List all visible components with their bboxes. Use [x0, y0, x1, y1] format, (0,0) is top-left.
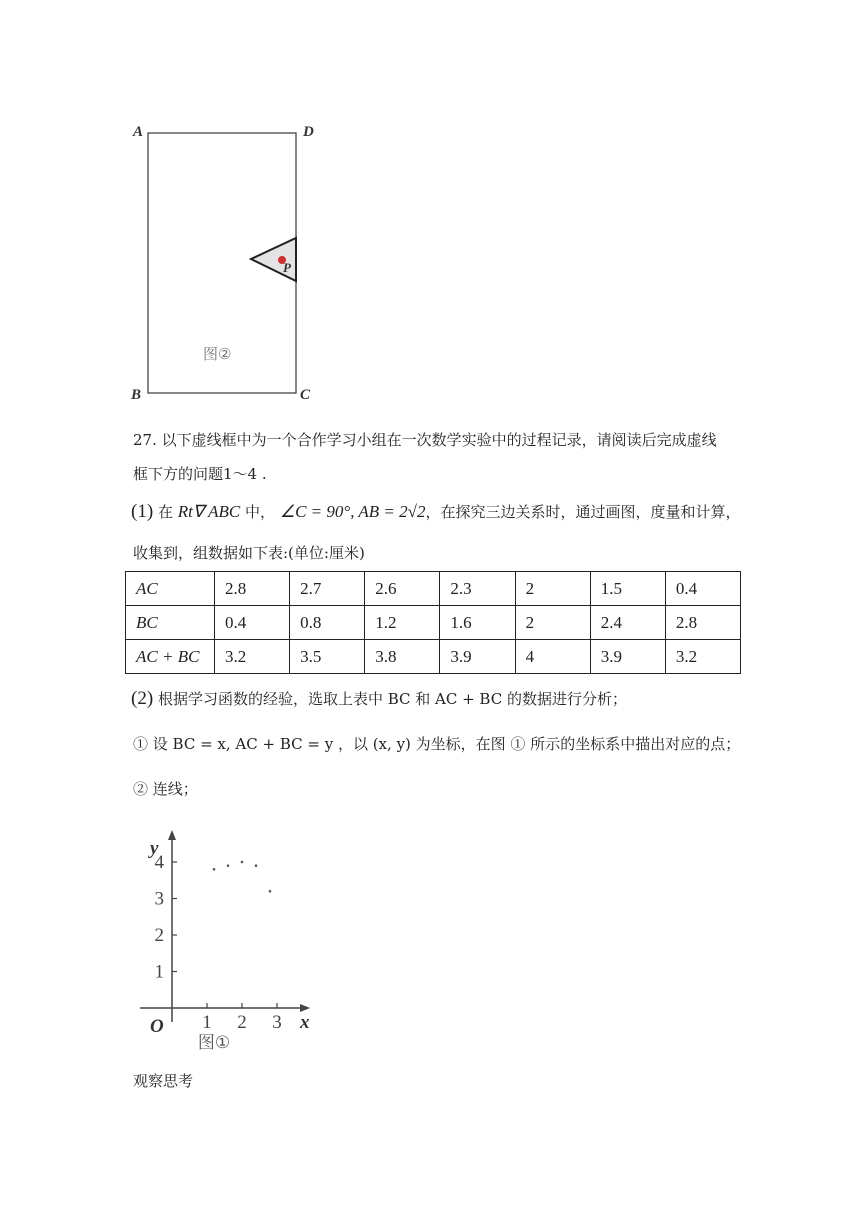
origin-label: O — [150, 1016, 164, 1037]
part1-text-c: ，在探究三边关系时，通过画图，度量和计算， — [425, 503, 741, 521]
x-axis-label: x — [300, 1012, 310, 1033]
observe-heading: 观察思考 — [133, 1072, 194, 1090]
x-tick-label: 3 — [272, 1012, 282, 1033]
data-point — [241, 861, 244, 864]
part2-step2: ② 连线； — [133, 780, 198, 798]
part1-condition: ∠C = 90°, AB = 2√2 — [279, 502, 426, 521]
rectangle-diagram — [0, 0, 865, 420]
vertex-label-b: B — [131, 387, 142, 403]
table-cell: 2.8 — [665, 606, 740, 640]
table-cell: 3.9 — [590, 640, 665, 674]
part1-marker: (1) — [131, 501, 154, 522]
part1-triangle: Rt∇ ABC — [177, 502, 241, 521]
table-row-header: AC — [126, 572, 215, 606]
plotted-points — [213, 861, 272, 893]
x-tick-label: 1 — [202, 1012, 212, 1033]
y-tick-label: 4 — [154, 852, 164, 873]
table-cell: 3.9 — [440, 640, 515, 674]
table-cell: 2 — [515, 572, 590, 606]
table-cell: 2.3 — [440, 572, 515, 606]
data-point — [269, 890, 272, 893]
part2-step1: ① 设 BC = x, AC + BC = y ，以 (x, y) 为坐标，在图 ① 所示的坐标系中描出对应的点； — [133, 735, 741, 753]
table-cell: 1.5 — [590, 572, 665, 606]
vertex-label-c: C — [300, 387, 311, 403]
part2-text: 根据学习函数的经验，选取上表中 BC 和 AC + BC 的数据进行分析； — [157, 690, 627, 708]
vertex-label-d: D — [303, 124, 314, 140]
y-tick-label: 3 — [154, 888, 164, 910]
table-row — [126, 606, 741, 640]
part1-line2: 收集到，组数据如下表:(单位:厘米) — [133, 544, 365, 562]
vertex-label-a: A — [133, 124, 144, 140]
part1-line1 — [131, 502, 740, 522]
point-label-p: P — [283, 260, 291, 275]
table-cell: 3.2 — [665, 640, 740, 674]
table-cell: 0.8 — [290, 606, 365, 640]
part2-line — [131, 689, 627, 709]
figure-2-caption: 图② — [203, 345, 232, 363]
problem-number: 27. — [133, 431, 157, 449]
table-cell: 0.4 — [665, 572, 740, 606]
table-row — [126, 572, 741, 606]
y-axis-arrow-icon — [168, 830, 176, 840]
part2-marker: (2) — [131, 688, 154, 709]
table-cell: 2.7 — [290, 572, 365, 606]
table-cell: 2.6 — [365, 572, 440, 606]
problem-intro-line1 — [133, 430, 717, 450]
table-cell: 1.2 — [365, 606, 440, 640]
table-cell: 2.8 — [215, 572, 290, 606]
y-axis-label: y — [150, 838, 159, 859]
axes — [140, 830, 310, 1022]
table-row-header: BC — [126, 606, 215, 640]
table-cell: 3.5 — [290, 640, 365, 674]
table-cell: 2.4 — [590, 606, 665, 640]
figure-1-coordinate-plot — [130, 822, 330, 1062]
table-cell: 2 — [515, 606, 590, 640]
part1-text-b: 中， — [245, 503, 276, 521]
tick-marks — [155, 852, 282, 1033]
y-tick-label: 1 — [154, 961, 164, 983]
table-cell: 1.6 — [440, 606, 515, 640]
data-table — [125, 571, 741, 674]
data-point — [255, 864, 258, 867]
y-tick-label: 2 — [154, 925, 164, 946]
table-cell: 3.2 — [215, 640, 290, 674]
table-cell: 4 — [515, 640, 590, 674]
figure-1-caption: 图① — [197, 1033, 231, 1053]
table-cell: 0.4 — [215, 606, 290, 640]
table-row-header: AC + BC — [126, 640, 215, 674]
data-point — [213, 868, 216, 871]
problem-intro-line2: 框下方的问题1～4 . — [133, 465, 267, 483]
table-cell: 3.8 — [365, 640, 440, 674]
part1-text-a: 在 — [157, 503, 173, 521]
table-row — [126, 640, 741, 674]
data-point — [227, 864, 230, 867]
x-tick-label: 2 — [237, 1012, 247, 1033]
problem-intro-text: 以下虚线框中为一个合作学习小组在一次数学实验中的过程记录，请阅读后完成虚线 — [161, 431, 717, 449]
x-axis-arrow-icon — [300, 1004, 310, 1012]
